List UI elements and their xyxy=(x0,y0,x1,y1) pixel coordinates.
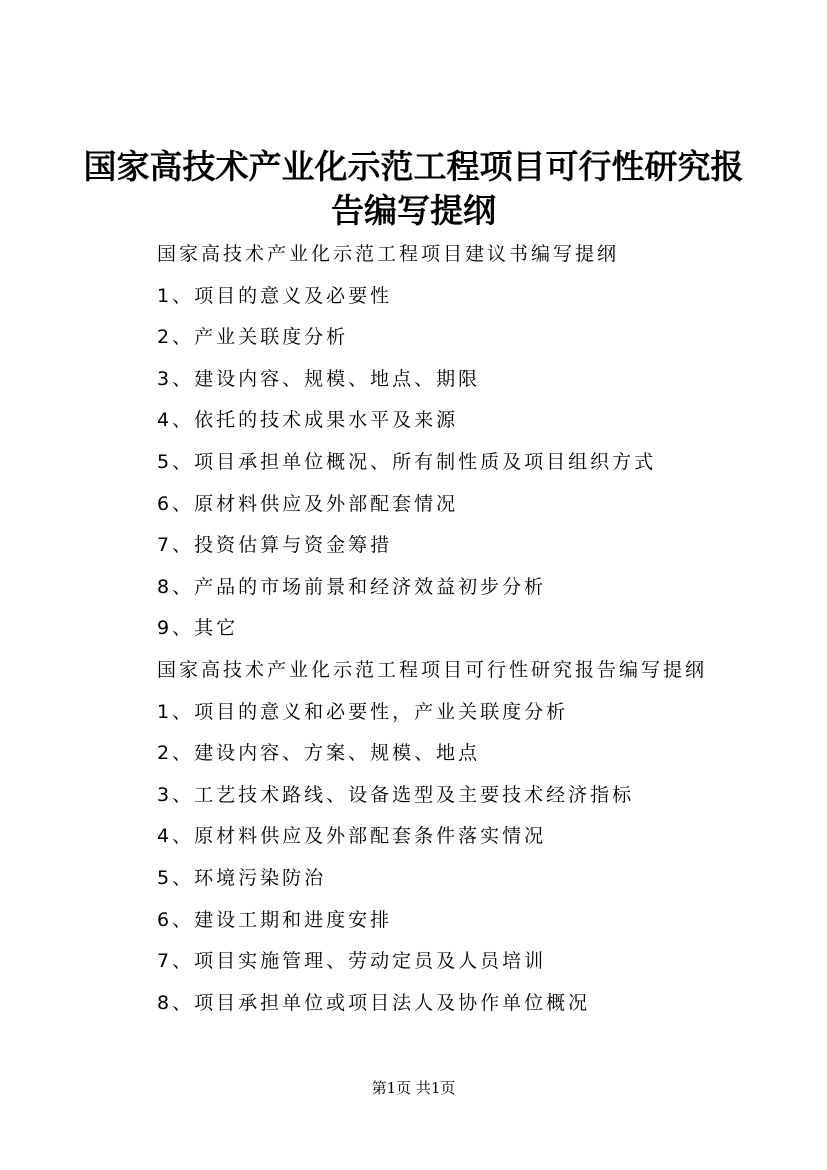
document-body xyxy=(157,234,777,1024)
outline-item: 4、依托的技术成果水平及来源 xyxy=(157,409,459,432)
outline-item: 8、产品的市场前景和经济效益初步分析 xyxy=(157,575,547,598)
outline-item: 7、项目实施管理、劳动定员及人员培训 xyxy=(157,950,547,973)
page-number-footer: 第1页 共1页 xyxy=(371,1079,456,1097)
outline-item: 9、其它 xyxy=(157,617,239,640)
outline-item: 8、项目承担单位或项目法人及协作单位概况 xyxy=(157,991,591,1014)
outline-item: 1、项目的意义及必要性 xyxy=(157,284,393,307)
outline-item: 4、原材料供应及外部配套条件落实情况 xyxy=(157,825,547,848)
title-line-2: 告编写提纲 xyxy=(331,191,496,230)
section-heading-proposal: 国家高技术产业化示范工程项目建议书编写提纲 xyxy=(157,243,620,265)
outline-item: 7、投资估算与资金筹措 xyxy=(157,534,393,557)
title-line-1: 国家高技术产业化示范工程项目可行性研究报 xyxy=(83,147,744,186)
outline-item: 5、项目承担单位概况、所有制性质及项目组织方式 xyxy=(157,450,657,473)
outline-item: 5、环境污染防治 xyxy=(157,866,327,889)
outline-item: 3、工艺技术路线、设备选型及主要技术经济指标 xyxy=(157,783,635,806)
outline-item: 1、项目的意义和必要性，产业关联度分析 xyxy=(157,700,569,723)
outline-item: 2、产业关联度分析 xyxy=(157,326,349,349)
document-title xyxy=(0,145,827,233)
outline-item: 6、原材料供应及外部配套情况 xyxy=(157,492,459,515)
outline-item: 3、建设内容、规模、地点、期限 xyxy=(157,367,481,390)
outline-item: 2、建设内容、方案、规模、地点 xyxy=(157,742,481,765)
section-heading-feasibility: 国家高技术产业化示范工程项目可行性研究报告编写提纲 xyxy=(157,658,708,681)
outline-item: 6、建设工期和进度安排 xyxy=(157,908,393,931)
